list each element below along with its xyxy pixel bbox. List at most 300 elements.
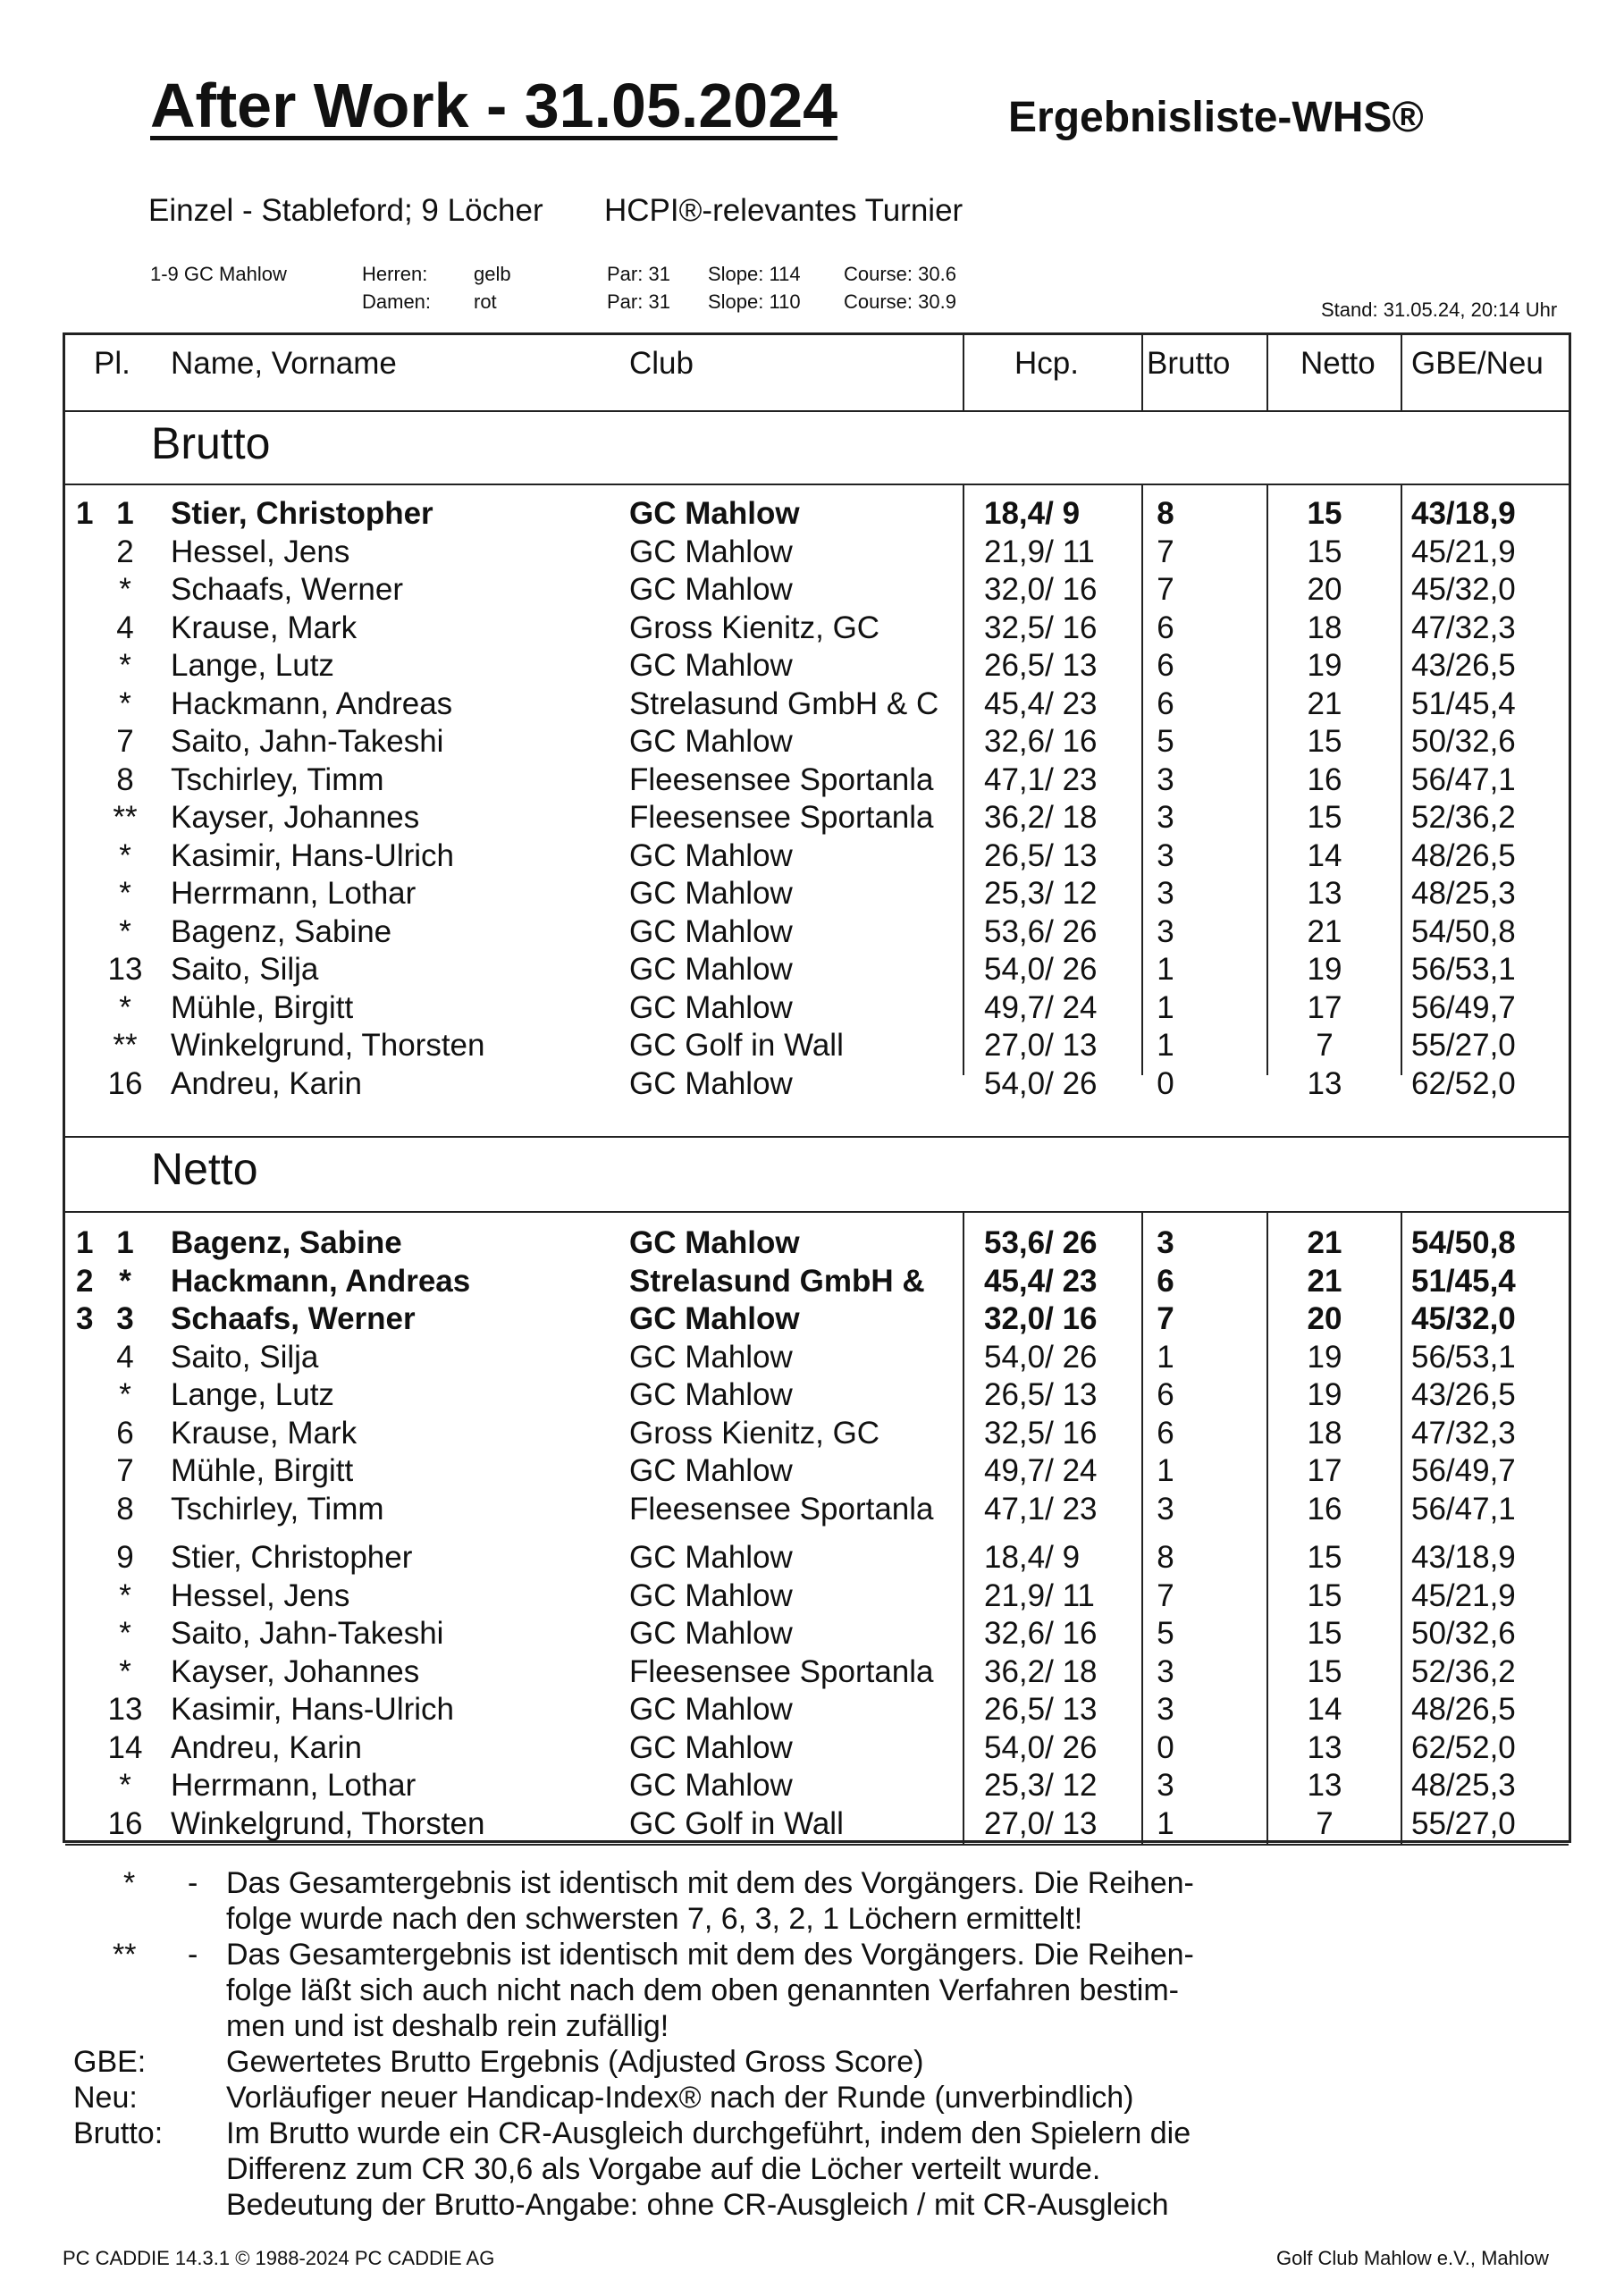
netto-score: 19 xyxy=(1307,648,1342,683)
placing: 7 xyxy=(116,724,134,759)
footnote-neu-text: Vorläufiger neuer Handicap-Index® nach der Runde (unverbindlich) xyxy=(226,2081,1134,2115)
men-slope: Slope: 114 xyxy=(708,263,801,285)
column-header-pl: Pl. xyxy=(94,346,130,381)
netto-score: 13 xyxy=(1307,1065,1342,1101)
netto-score: 21 xyxy=(1307,1263,1342,1299)
player-name: Lange, Lutz xyxy=(171,1377,334,1412)
table-row xyxy=(65,762,1569,801)
handicap: 26,5/ 13 xyxy=(984,1377,1098,1412)
table-row xyxy=(65,1225,1569,1264)
club-name: GC Mahlow xyxy=(629,1577,793,1613)
women-label: Damen: xyxy=(362,290,432,313)
table-row xyxy=(65,1264,1569,1302)
divider xyxy=(1141,335,1143,412)
footnote-gbe-label: GBE: xyxy=(73,2045,147,2079)
divider xyxy=(65,484,1569,485)
divider xyxy=(1401,335,1402,412)
netto-score: 16 xyxy=(1307,761,1342,797)
table-row xyxy=(65,990,1569,1029)
netto-score: 20 xyxy=(1307,572,1342,607)
handicap: 54,0/ 26 xyxy=(984,1339,1098,1375)
club-name: GC Mahlow xyxy=(629,1768,793,1803)
table-row xyxy=(65,1730,1569,1769)
player-name: Saito, Silja xyxy=(171,1339,319,1375)
handicap: 21,9/ 11 xyxy=(984,1577,1095,1613)
footnote-brutto-label: Brutto: xyxy=(73,2116,164,2150)
gbe-new-index: 48/26,5 xyxy=(1411,1692,1516,1727)
club-name: Fleesensee Sportanla xyxy=(629,1653,934,1689)
club-name: GC Mahlow xyxy=(629,1339,793,1375)
netto-score: 7 xyxy=(1316,1805,1334,1841)
men-label: Herren: xyxy=(362,263,428,285)
table-row xyxy=(65,1453,1569,1492)
netto-score: 14 xyxy=(1307,1692,1342,1727)
placing: 13 xyxy=(107,952,143,987)
netto-score: 15 xyxy=(1307,1540,1342,1575)
player-name: Kayser, Johannes xyxy=(171,1653,420,1689)
brutto-score: 6 xyxy=(1157,610,1174,645)
placing: * xyxy=(119,913,131,949)
men-tee: gelb xyxy=(474,263,511,285)
netto-score: 15 xyxy=(1307,534,1342,569)
table-row xyxy=(65,534,1569,573)
handicap: 32,6/ 16 xyxy=(984,1616,1098,1651)
handicap: 27,0/ 13 xyxy=(984,1028,1098,1063)
handicap: 53,6/ 26 xyxy=(984,913,1098,949)
gbe-new-index: 55/27,0 xyxy=(1411,1805,1516,1841)
table-row xyxy=(65,1301,1569,1340)
brutto-score: 6 xyxy=(1157,648,1174,683)
player-name: Krause, Mark xyxy=(171,610,358,645)
footnote-brutto-text: Differenz zum CR 30,6 als Vorgabe auf die Löcher verteilt wurde. xyxy=(226,2152,1101,2186)
handicap: 47,1/ 23 xyxy=(984,761,1098,797)
divider xyxy=(65,410,1569,412)
gbe-new-index: 56/47,1 xyxy=(1411,1491,1516,1527)
footnote-double-star-mark: ** xyxy=(113,1938,137,1972)
gbe-new-index: 43/18,9 xyxy=(1411,1540,1516,1575)
netto-score: 15 xyxy=(1307,724,1342,759)
player-name: Kasimir, Hans-Ulrich xyxy=(171,1692,454,1727)
brutto-score: 1 xyxy=(1157,952,1174,987)
placing: 7 xyxy=(116,1453,134,1488)
footer-club: Golf Club Mahlow e.V., Mahlow xyxy=(1276,2247,1549,2269)
brutto-score: 8 xyxy=(1157,1540,1174,1575)
table-row xyxy=(65,1578,1569,1617)
netto-score: 17 xyxy=(1307,1453,1342,1488)
brutto-score: 6 xyxy=(1157,686,1174,721)
handicap: 54,0/ 26 xyxy=(984,1065,1098,1101)
placing: 4 xyxy=(116,610,134,645)
brutto-score: 1 xyxy=(1157,1339,1174,1375)
player-name: Hessel, Jens xyxy=(171,1577,350,1613)
handicap: 45,4/ 23 xyxy=(984,1263,1098,1299)
footnote-double-star-text: men und ist deshalb rein zufällig! xyxy=(226,2009,669,2043)
competition-mode: Einzel - Stableford; 9 Löcher xyxy=(148,193,543,228)
gbe-new-index: 56/49,7 xyxy=(1411,989,1516,1025)
gbe-new-index: 43/26,5 xyxy=(1411,1377,1516,1412)
club-name: Strelasund GmbH & C xyxy=(629,686,939,721)
netto-score: 13 xyxy=(1307,876,1342,911)
club-name: GC Mahlow xyxy=(629,1540,793,1575)
women-course-rating: Course: 30.9 xyxy=(844,290,956,313)
gbe-new-index: 48/25,3 xyxy=(1411,876,1516,911)
competition-relevance: HCPI®-relevantes Turnier xyxy=(604,193,963,228)
section-title-netto: Netto xyxy=(151,1144,258,1194)
placing: ** xyxy=(113,800,138,835)
netto-score: 14 xyxy=(1307,837,1342,873)
club-name: GC Golf in Wall xyxy=(629,1028,844,1063)
gbe-new-index: 56/53,1 xyxy=(1411,1339,1516,1375)
column-header-club: Club xyxy=(629,346,694,381)
men-course-rating: Course: 30.6 xyxy=(844,263,956,285)
player-name: Saito, Jahn-Takeshi xyxy=(171,724,444,759)
table-row xyxy=(65,800,1569,838)
section-title-brutto: Brutto xyxy=(151,418,271,468)
club-name: GC Mahlow xyxy=(629,724,793,759)
placing: 9 xyxy=(116,1540,134,1575)
placing: * xyxy=(119,1768,131,1803)
men-par: Par: 31 xyxy=(607,263,670,285)
table-row xyxy=(65,686,1569,725)
club-name: GC Mahlow xyxy=(629,1692,793,1727)
placing: 14 xyxy=(107,1729,143,1765)
brutto-score: 7 xyxy=(1157,572,1174,607)
club-name: Fleesensee Sportanla xyxy=(629,761,934,797)
brutto-score: 7 xyxy=(1157,534,1174,569)
handicap: 32,5/ 16 xyxy=(984,610,1098,645)
player-name: Mühle, Birgitt xyxy=(171,989,354,1025)
gbe-new-index: 43/26,5 xyxy=(1411,648,1516,683)
placing: * xyxy=(119,1377,131,1412)
table-row xyxy=(65,572,1569,610)
netto-score: 15 xyxy=(1307,496,1342,531)
table-row xyxy=(65,1540,1569,1578)
placing: * xyxy=(119,876,131,911)
player-name: Andreu, Karin xyxy=(171,1729,363,1765)
player-name: Hessel, Jens xyxy=(171,534,350,569)
club-name: GC Mahlow xyxy=(629,1065,793,1101)
brutto-score: 1 xyxy=(1157,1805,1174,1841)
footnote-star-text: Das Gesamtergebnis ist identisch mit dem des Vorgängers. Die Reihen- xyxy=(226,1866,1194,1900)
gbe-new-index: 56/53,1 xyxy=(1411,952,1516,987)
player-name: Herrmann, Lothar xyxy=(171,1768,417,1803)
table-row xyxy=(65,648,1569,686)
gbe-new-index: 48/26,5 xyxy=(1411,837,1516,873)
netto-score: 17 xyxy=(1307,989,1342,1025)
column-header-name: Name, Vorname xyxy=(171,346,397,381)
divider xyxy=(65,1136,1569,1138)
handicap: 49,7/ 24 xyxy=(984,989,1098,1025)
player-name: Hackmann, Andreas xyxy=(171,1263,471,1299)
table-row xyxy=(65,1066,1569,1105)
gbe-new-index: 56/49,7 xyxy=(1411,1453,1516,1488)
page-subtitle: Ergebnisliste-WHS® xyxy=(1008,94,1424,141)
brutto-score: 5 xyxy=(1157,1616,1174,1651)
placing: 1 xyxy=(116,1225,134,1260)
club-name: Strelasund GmbH & xyxy=(629,1263,925,1299)
table-row xyxy=(65,610,1569,649)
club-name: Fleesensee Sportanla xyxy=(629,800,934,835)
gbe-new-index: 48/25,3 xyxy=(1411,1768,1516,1803)
page-title: After Work - 31.05.2024 xyxy=(150,71,838,140)
netto-score: 13 xyxy=(1307,1729,1342,1765)
handicap: 49,7/ 24 xyxy=(984,1453,1098,1488)
player-name: Schaafs, Werner xyxy=(171,572,404,607)
brutto-score: 7 xyxy=(1157,1577,1174,1613)
handicap: 18,4/ 9 xyxy=(984,1540,1081,1575)
club-name: GC Mahlow xyxy=(629,1729,793,1765)
player-name: Tschirley, Timm xyxy=(171,761,384,797)
placing: 2 xyxy=(116,534,134,569)
stand-timestamp: Stand: 31.05.24, 20:14 Uhr xyxy=(1321,299,1558,321)
placing: * xyxy=(119,648,131,683)
footnote-dash: - xyxy=(188,1938,198,1972)
club-name: GC Mahlow xyxy=(629,1225,800,1260)
brutto-score: 6 xyxy=(1157,1263,1174,1299)
handicap: 26,5/ 13 xyxy=(984,1692,1098,1727)
gbe-new-index: 43/18,9 xyxy=(1411,496,1516,531)
column-header-gbe: GBE/Neu xyxy=(1411,346,1544,381)
club-name: Gross Kienitz, GC xyxy=(629,610,880,645)
netto-score: 16 xyxy=(1307,1491,1342,1527)
handicap: 27,0/ 13 xyxy=(984,1805,1098,1841)
player-name: Stier, Christopher xyxy=(171,496,433,531)
handicap: 54,0/ 26 xyxy=(984,1729,1098,1765)
club-name: GC Mahlow xyxy=(629,989,793,1025)
placing: 8 xyxy=(116,1491,134,1527)
divider xyxy=(1266,335,1268,412)
brutto-score: 3 xyxy=(1157,1768,1174,1803)
club-name: GC Mahlow xyxy=(629,496,800,531)
handicap: 32,0/ 16 xyxy=(984,572,1098,607)
table-row xyxy=(65,952,1569,990)
placing: 16 xyxy=(107,1065,143,1101)
player-name: Mühle, Birgitt xyxy=(171,1453,354,1488)
table-row xyxy=(65,1768,1569,1806)
handicap: 26,5/ 13 xyxy=(984,837,1098,873)
player-name: Tschirley, Timm xyxy=(171,1491,384,1527)
table-row xyxy=(65,1692,1569,1730)
placing: ** xyxy=(113,1028,138,1063)
netto-score: 21 xyxy=(1307,686,1342,721)
gbe-new-index: 52/36,2 xyxy=(1411,800,1516,835)
handicap: 18,4/ 9 xyxy=(984,496,1081,531)
footnote-double-star-text: Das Gesamtergebnis ist identisch mit dem des Vorgängers. Die Reihen- xyxy=(226,1938,1194,1972)
player-name: Stier, Christopher xyxy=(171,1540,413,1575)
table-row xyxy=(65,1654,1569,1693)
club-name: GC Mahlow xyxy=(629,1377,793,1412)
player-name: Andreu, Karin xyxy=(171,1065,363,1101)
placing: * xyxy=(119,837,131,873)
player-name: Hackmann, Andreas xyxy=(171,686,453,721)
handicap: 25,3/ 12 xyxy=(984,1768,1098,1803)
gbe-new-index: 55/27,0 xyxy=(1411,1028,1516,1063)
netto-score: 15 xyxy=(1307,1616,1342,1651)
player-name: Bagenz, Sabine xyxy=(171,913,392,949)
handicap: 32,6/ 16 xyxy=(984,724,1098,759)
player-name: Winkelgrund, Thorsten xyxy=(171,1805,485,1841)
brutto-score: 3 xyxy=(1157,1653,1174,1689)
brutto-score: 5 xyxy=(1157,724,1174,759)
netto-score: 19 xyxy=(1307,1339,1342,1375)
brutto-score: 1 xyxy=(1157,1028,1174,1063)
column-header-hcp: Hcp. xyxy=(1014,346,1079,381)
netto-score: 7 xyxy=(1316,1028,1334,1063)
player-name: Krause, Mark xyxy=(171,1415,358,1451)
placing: * xyxy=(119,1577,131,1613)
placing: 8 xyxy=(116,761,134,797)
footnote-double-star-text: folge läßt sich auch nicht nach dem oben genannten Verfahren bestim- xyxy=(226,1973,1180,2007)
footnote-dash: - xyxy=(188,1866,198,1900)
rank-number: 3 xyxy=(76,1301,94,1336)
table-row xyxy=(65,1340,1569,1378)
rank-number: 2 xyxy=(76,1263,94,1299)
divider xyxy=(963,335,964,412)
placing: 13 xyxy=(107,1692,143,1727)
women-tee: rot xyxy=(474,290,497,313)
footnote-brutto-text: Bedeutung der Brutto-Angabe: ohne CR-Ausgleich / mit CR-Ausgleich xyxy=(226,2188,1169,2222)
course-name: 1-9 GC Mahlow xyxy=(150,263,287,285)
gbe-new-index: 62/52,0 xyxy=(1411,1729,1516,1765)
table-row xyxy=(65,496,1569,534)
brutto-score: 1 xyxy=(1157,989,1174,1025)
handicap: 53,6/ 26 xyxy=(984,1225,1098,1260)
player-name: Saito, Silja xyxy=(171,952,319,987)
club-name: GC Mahlow xyxy=(629,876,793,911)
brutto-score: 0 xyxy=(1157,1729,1174,1765)
placing: 4 xyxy=(116,1339,134,1375)
netto-score: 15 xyxy=(1307,1653,1342,1689)
netto-score: 15 xyxy=(1307,800,1342,835)
table-row xyxy=(65,724,1569,762)
women-par: Par: 31 xyxy=(607,290,670,313)
gbe-new-index: 54/50,8 xyxy=(1411,913,1516,949)
brutto-score: 0 xyxy=(1157,1065,1174,1101)
handicap: 32,0/ 16 xyxy=(984,1301,1098,1336)
handicap: 21,9/ 11 xyxy=(984,534,1095,569)
handicap: 45,4/ 23 xyxy=(984,686,1098,721)
brutto-score: 8 xyxy=(1157,496,1174,531)
table-row xyxy=(65,1492,1569,1530)
player-name: Kayser, Johannes xyxy=(171,800,420,835)
gbe-new-index: 45/21,9 xyxy=(1411,1577,1516,1613)
club-name: GC Mahlow xyxy=(629,837,793,873)
player-name: Winkelgrund, Thorsten xyxy=(171,1028,485,1063)
brutto-score: 3 xyxy=(1157,913,1174,949)
club-name: GC Mahlow xyxy=(629,648,793,683)
table-row xyxy=(65,1028,1569,1066)
placing: * xyxy=(119,989,131,1025)
netto-score: 15 xyxy=(1307,1577,1342,1613)
netto-score: 21 xyxy=(1307,1225,1342,1260)
women-slope: Slope: 110 xyxy=(708,290,801,313)
player-name: Kasimir, Hans-Ulrich xyxy=(171,837,454,873)
rank-number: 1 xyxy=(76,1225,94,1260)
placing: 3 xyxy=(116,1301,134,1336)
player-name: Bagenz, Sabine xyxy=(171,1225,402,1260)
footer-software: PC CADDIE 14.3.1 © 1988-2024 PC CADDIE AG xyxy=(63,2247,495,2269)
netto-score: 21 xyxy=(1307,913,1342,949)
placing: 16 xyxy=(107,1805,143,1841)
brutto-score: 3 xyxy=(1157,876,1174,911)
player-name: Herrmann, Lothar xyxy=(171,876,417,911)
club-name: GC Mahlow xyxy=(629,534,793,569)
club-name: GC Mahlow xyxy=(629,1616,793,1651)
netto-score: 20 xyxy=(1307,1301,1342,1336)
placing: * xyxy=(119,686,131,721)
handicap: 26,5/ 13 xyxy=(984,648,1098,683)
brutto-score: 3 xyxy=(1157,800,1174,835)
gbe-new-index: 45/32,0 xyxy=(1411,1301,1516,1336)
club-name: GC Golf in Wall xyxy=(629,1805,844,1841)
placing: 6 xyxy=(116,1415,134,1451)
netto-score: 19 xyxy=(1307,1377,1342,1412)
brutto-score: 3 xyxy=(1157,1225,1174,1260)
gbe-new-index: 52/36,2 xyxy=(1411,1653,1516,1689)
divider xyxy=(65,1211,1569,1213)
player-name: Lange, Lutz xyxy=(171,648,334,683)
handicap: 36,2/ 18 xyxy=(984,1653,1098,1689)
gbe-new-index: 50/32,6 xyxy=(1411,1616,1516,1651)
placing: 1 xyxy=(116,496,134,531)
club-name: Gross Kienitz, GC xyxy=(629,1415,880,1451)
club-name: Fleesensee Sportanla xyxy=(629,1491,934,1527)
footnote-brutto-text: Im Brutto wurde ein CR-Ausgleich durchgeführt, indem den Spielern die xyxy=(226,2116,1191,2150)
handicap: 54,0/ 26 xyxy=(984,952,1098,987)
footnote-star-text: folge wurde nach den schwersten 7, 6, 3, 2, 1 Löchern ermittelt! xyxy=(226,1902,1083,1936)
column-header-netto: Netto xyxy=(1300,346,1376,381)
gbe-new-index: 50/32,6 xyxy=(1411,724,1516,759)
club-name: GC Mahlow xyxy=(629,572,793,607)
table-row xyxy=(65,1616,1569,1654)
gbe-new-index: 47/32,3 xyxy=(1411,610,1516,645)
handicap: 47,1/ 23 xyxy=(984,1491,1098,1527)
brutto-score: 3 xyxy=(1157,1491,1174,1527)
club-name: GC Mahlow xyxy=(629,913,793,949)
column-header-brutto: Brutto xyxy=(1147,346,1231,381)
placing: * xyxy=(119,1263,131,1299)
table-row xyxy=(65,914,1569,953)
gbe-new-index: 47/32,3 xyxy=(1411,1415,1516,1451)
footnote-star-mark: * xyxy=(123,1866,136,1900)
handicap: 25,3/ 12 xyxy=(984,876,1098,911)
netto-score: 13 xyxy=(1307,1768,1342,1803)
netto-score: 18 xyxy=(1307,1415,1342,1451)
club-name: GC Mahlow xyxy=(629,952,793,987)
brutto-score: 6 xyxy=(1157,1377,1174,1412)
player-name: Schaafs, Werner xyxy=(171,1301,416,1336)
club-name: GC Mahlow xyxy=(629,1301,800,1336)
results-table xyxy=(63,332,1571,1843)
gbe-new-index: 56/47,1 xyxy=(1411,761,1516,797)
brutto-score: 3 xyxy=(1157,1692,1174,1727)
club-name: GC Mahlow xyxy=(629,1453,793,1488)
table-row xyxy=(65,1377,1569,1416)
brutto-score: 3 xyxy=(1157,761,1174,797)
player-name: Saito, Jahn-Takeshi xyxy=(171,1616,444,1651)
footnote-neu-label: Neu: xyxy=(73,2081,138,2115)
netto-score: 18 xyxy=(1307,610,1342,645)
rank-number: 1 xyxy=(76,496,94,531)
gbe-new-index: 62/52,0 xyxy=(1411,1065,1516,1101)
netto-score: 19 xyxy=(1307,952,1342,987)
table-row xyxy=(65,876,1569,914)
table-row xyxy=(65,838,1569,877)
table-row xyxy=(65,1416,1569,1454)
brutto-score: 6 xyxy=(1157,1415,1174,1451)
gbe-new-index: 51/45,4 xyxy=(1411,1263,1516,1299)
gbe-new-index: 45/32,0 xyxy=(1411,572,1516,607)
